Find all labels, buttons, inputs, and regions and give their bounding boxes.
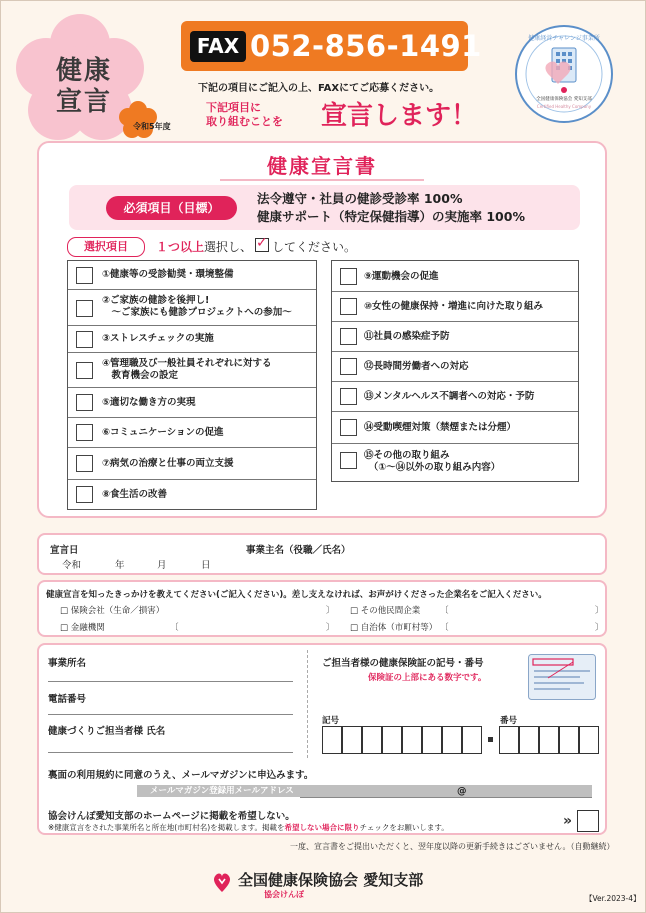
footer-nickname: 協会けんぽ — [264, 890, 304, 899]
optional-tail: してください。 — [272, 240, 357, 254]
number-cell[interactable] — [499, 726, 519, 754]
year-label: 年 — [115, 560, 125, 571]
option-checkbox-2[interactable] — [76, 300, 93, 317]
option-label-5: ⑤適切な働き方の実現 — [102, 397, 196, 408]
seal-en: Certified Healthy Company — [536, 104, 592, 109]
option-checkbox-11[interactable] — [340, 328, 357, 345]
required-goal-2: 健康サポート（特定保健指導）の実施率 100% — [257, 209, 525, 224]
era-label: 令和 — [62, 560, 82, 571]
check-mark-icon — [255, 238, 269, 252]
symbol-cell[interactable] — [362, 726, 382, 754]
number-cell[interactable] — [559, 726, 579, 754]
contact-person-line[interactable] — [48, 752, 293, 753]
option-item-2 — [68, 290, 316, 326]
option-item-4 — [68, 353, 316, 388]
publish-optout-text: 協会けんぽ愛知支部のホームページに掲載を希望しない。 — [48, 811, 295, 822]
bracket-open-municipality: 〔 — [440, 623, 449, 633]
option-label-15: ⑮その他の取り組み （①～⑭以外の取り組み内容） — [364, 450, 501, 473]
option-item-5 — [68, 388, 316, 418]
required-label: 必須項目（目標） — [106, 196, 237, 220]
phone-line[interactable] — [48, 714, 293, 715]
symbol-cells — [322, 726, 486, 754]
owner-name-label: 事業主名（役職／氏名） — [246, 545, 351, 556]
phone-label: 電話番号 — [48, 694, 87, 705]
option-label-1: ①健康等の受診勧奨・環境整備 — [102, 269, 234, 280]
double-arrow-icon: » — [563, 813, 573, 829]
option-checkbox-4[interactable] — [76, 362, 93, 379]
option-checkbox-10[interactable] — [340, 298, 357, 315]
option-item-14 — [332, 412, 578, 444]
month-label: 月 — [157, 560, 167, 571]
declaration-headline: 宣言します！ — [321, 101, 478, 131]
badge-title: 健康 宣言 — [55, 56, 112, 117]
option-label-4: ④管理職及び一般社員それぞれに対する 教育機会の設定 — [102, 358, 272, 381]
left-items-column — [67, 260, 317, 510]
option-label-2: ②ご家族の健診を後押し! ～ご家族にも健診プロジェクトへの参加～ — [102, 295, 292, 318]
small-flower-badge — [118, 100, 158, 140]
publish-note-a: ※健康宣言をされた事業所名と所在地(市町村名)を掲載します。掲載を — [48, 823, 285, 832]
kyokai-logo — [210, 870, 234, 894]
bracket-open-bank: 〔 — [170, 623, 179, 633]
insurance-card-image — [528, 654, 596, 700]
option-item-8 — [68, 480, 316, 509]
optional-instruction — [156, 237, 356, 257]
optional-emphasis: １つ以上 — [156, 240, 205, 254]
email-line[interactable] — [300, 797, 592, 798]
bracket-open-company: 〔 — [440, 606, 449, 616]
option-checkbox-15[interactable] — [340, 452, 357, 469]
bracket-close-bank: 〕 — [326, 623, 335, 633]
option-checkbox-5[interactable] — [76, 394, 93, 411]
number-cell[interactable] — [519, 726, 539, 754]
insurance-note: 保険証の上部にある数字です。 — [368, 673, 487, 683]
optional-label: 選択項目 — [67, 237, 145, 257]
contact-person-label: 健康づくりご担当者様 氏名 — [48, 726, 166, 737]
option-label-13: ⑬メンタルヘルス不調者への対応・予防 — [364, 391, 535, 402]
number-label: 番号 — [500, 716, 518, 726]
option-item-9 — [332, 261, 578, 292]
fax-number: 052-856-1491 — [250, 29, 482, 63]
option-checkbox-6[interactable] — [76, 424, 93, 441]
option-label-8: ⑧食生活の改善 — [102, 489, 168, 500]
office-name-label: 事業所名 — [48, 658, 87, 669]
option-label-14: ⑭受動喫煙対策（禁煙または分煙） — [364, 422, 517, 433]
email-at: @ — [457, 786, 467, 797]
seal-org: 全国健康保険協会 愛知支部 — [536, 97, 592, 102]
email-band-label: メールマガジン登録用メールアドレス — [150, 786, 294, 796]
symbol-cell[interactable] — [442, 726, 462, 754]
insurance-label: ご担当者様の健康保険証の記号・番号 — [322, 658, 484, 669]
option-item-15 — [332, 444, 578, 481]
seal-ring-text: 健康経営チャレンジ事業所 — [528, 35, 600, 42]
option-item-12 — [332, 352, 578, 382]
right-items-column — [331, 260, 579, 482]
number-cell[interactable] — [539, 726, 559, 754]
option-item-6 — [68, 418, 316, 448]
symbol-label: 記号 — [322, 716, 340, 726]
symbol-cell[interactable] — [422, 726, 442, 754]
version-label: 【Ver.2023-4】 — [585, 894, 641, 903]
option-checkbox-9[interactable] — [340, 268, 357, 285]
number-cell[interactable] — [579, 726, 599, 754]
footer-organization: 全国健康保険協会 愛知支部 — [238, 871, 424, 889]
number-cells — [499, 726, 599, 754]
option-label-11: ⑪社員の感染症予防 — [364, 331, 450, 342]
option-item-13 — [332, 382, 578, 412]
separator-dot — [488, 737, 493, 742]
info-divider — [307, 650, 308, 758]
option-item-3 — [68, 326, 316, 353]
option-item-7 — [68, 448, 316, 480]
required-goals — [257, 190, 525, 226]
publish-note — [48, 822, 449, 833]
bracket-close-company: 〕 — [595, 606, 604, 616]
option-label-7: ⑦病気の治療と仕事の両立支援 — [102, 458, 234, 469]
badge-era: 令和5年度 — [133, 122, 171, 131]
auto-renew-note: 一度、宣言書をご提出いただくと、翌年度以降の更新手続きはございません。（自動継続） — [290, 842, 615, 851]
symbol-cell[interactable] — [462, 726, 482, 754]
required-goal-1: 法令遵守・社員の健診受診率 100% — [257, 191, 463, 206]
publish-note-em: 希望しない場合に限り — [284, 823, 360, 832]
option-item-11 — [332, 322, 578, 352]
option-checkbox-1[interactable] — [76, 267, 93, 284]
title-underline — [220, 179, 424, 181]
magazine-consent: 裏面の利用規約に同意のうえ、メールマガジンに申込みます。 — [48, 770, 314, 781]
source-question: 健康宣言を知ったきっかけを教えてください(ご記入ください)。差し支えなければ、お声がけくださった企業名をご記入ください。 — [46, 590, 547, 600]
source-option-bank[interactable]: □ 金融機関 — [60, 623, 105, 633]
certified-company-seal — [514, 24, 614, 124]
fax-label: FAX — [190, 31, 246, 62]
source-option-municipality[interactable]: □ 自治体（市町村等） — [350, 623, 438, 633]
fax-instruction: 下記の項目にご記入の上、FAXにてご応募ください。 — [198, 83, 440, 94]
symbol-cell[interactable] — [402, 726, 422, 754]
publish-note-b: チェックをお願いします。 — [359, 823, 449, 832]
publish-optout-checkbox[interactable] — [577, 810, 599, 832]
symbol-cell[interactable] — [342, 726, 362, 754]
option-item-10 — [332, 292, 578, 322]
option-checkbox-8[interactable] — [76, 486, 93, 503]
source-option-insurance[interactable]: □ 保険会社（生命／損害） — [60, 606, 165, 616]
source-option-company[interactable]: □ その他民間企業 — [350, 606, 421, 616]
option-label-3: ③ストレスチェックの実施 — [102, 333, 214, 344]
option-checkbox-13[interactable] — [340, 388, 357, 405]
option-checkbox-3[interactable] — [76, 331, 93, 348]
option-label-6: ⑥コミュニケーションの促進 — [102, 427, 224, 438]
option-checkbox-7[interactable] — [76, 455, 93, 472]
option-item-1 — [68, 261, 316, 290]
option-checkbox-12[interactable] — [340, 358, 357, 375]
bracket-close-insurance: 〕 — [326, 606, 335, 616]
form-title: 健康宣言書 — [267, 154, 377, 178]
symbol-cell[interactable] — [322, 726, 342, 754]
office-name-line[interactable] — [48, 681, 293, 682]
bracket-close-municipality: 〕 — [595, 623, 604, 633]
symbol-cell[interactable] — [382, 726, 402, 754]
option-checkbox-14[interactable] — [340, 419, 357, 436]
optional-mid: 選択し、 — [204, 240, 253, 254]
option-label-9: ⑨運動機会の促進 — [364, 271, 439, 282]
declaration-date-label: 宣言日 — [50, 545, 79, 556]
declaration-lead: 下記項目に 取り組むことを — [206, 101, 283, 128]
option-label-10: ⑩女性の健康保持・増進に向けた取り組み — [364, 301, 544, 312]
day-label: 日 — [201, 560, 211, 571]
option-label-12: ⑫長時間労働者への対応 — [364, 361, 469, 372]
